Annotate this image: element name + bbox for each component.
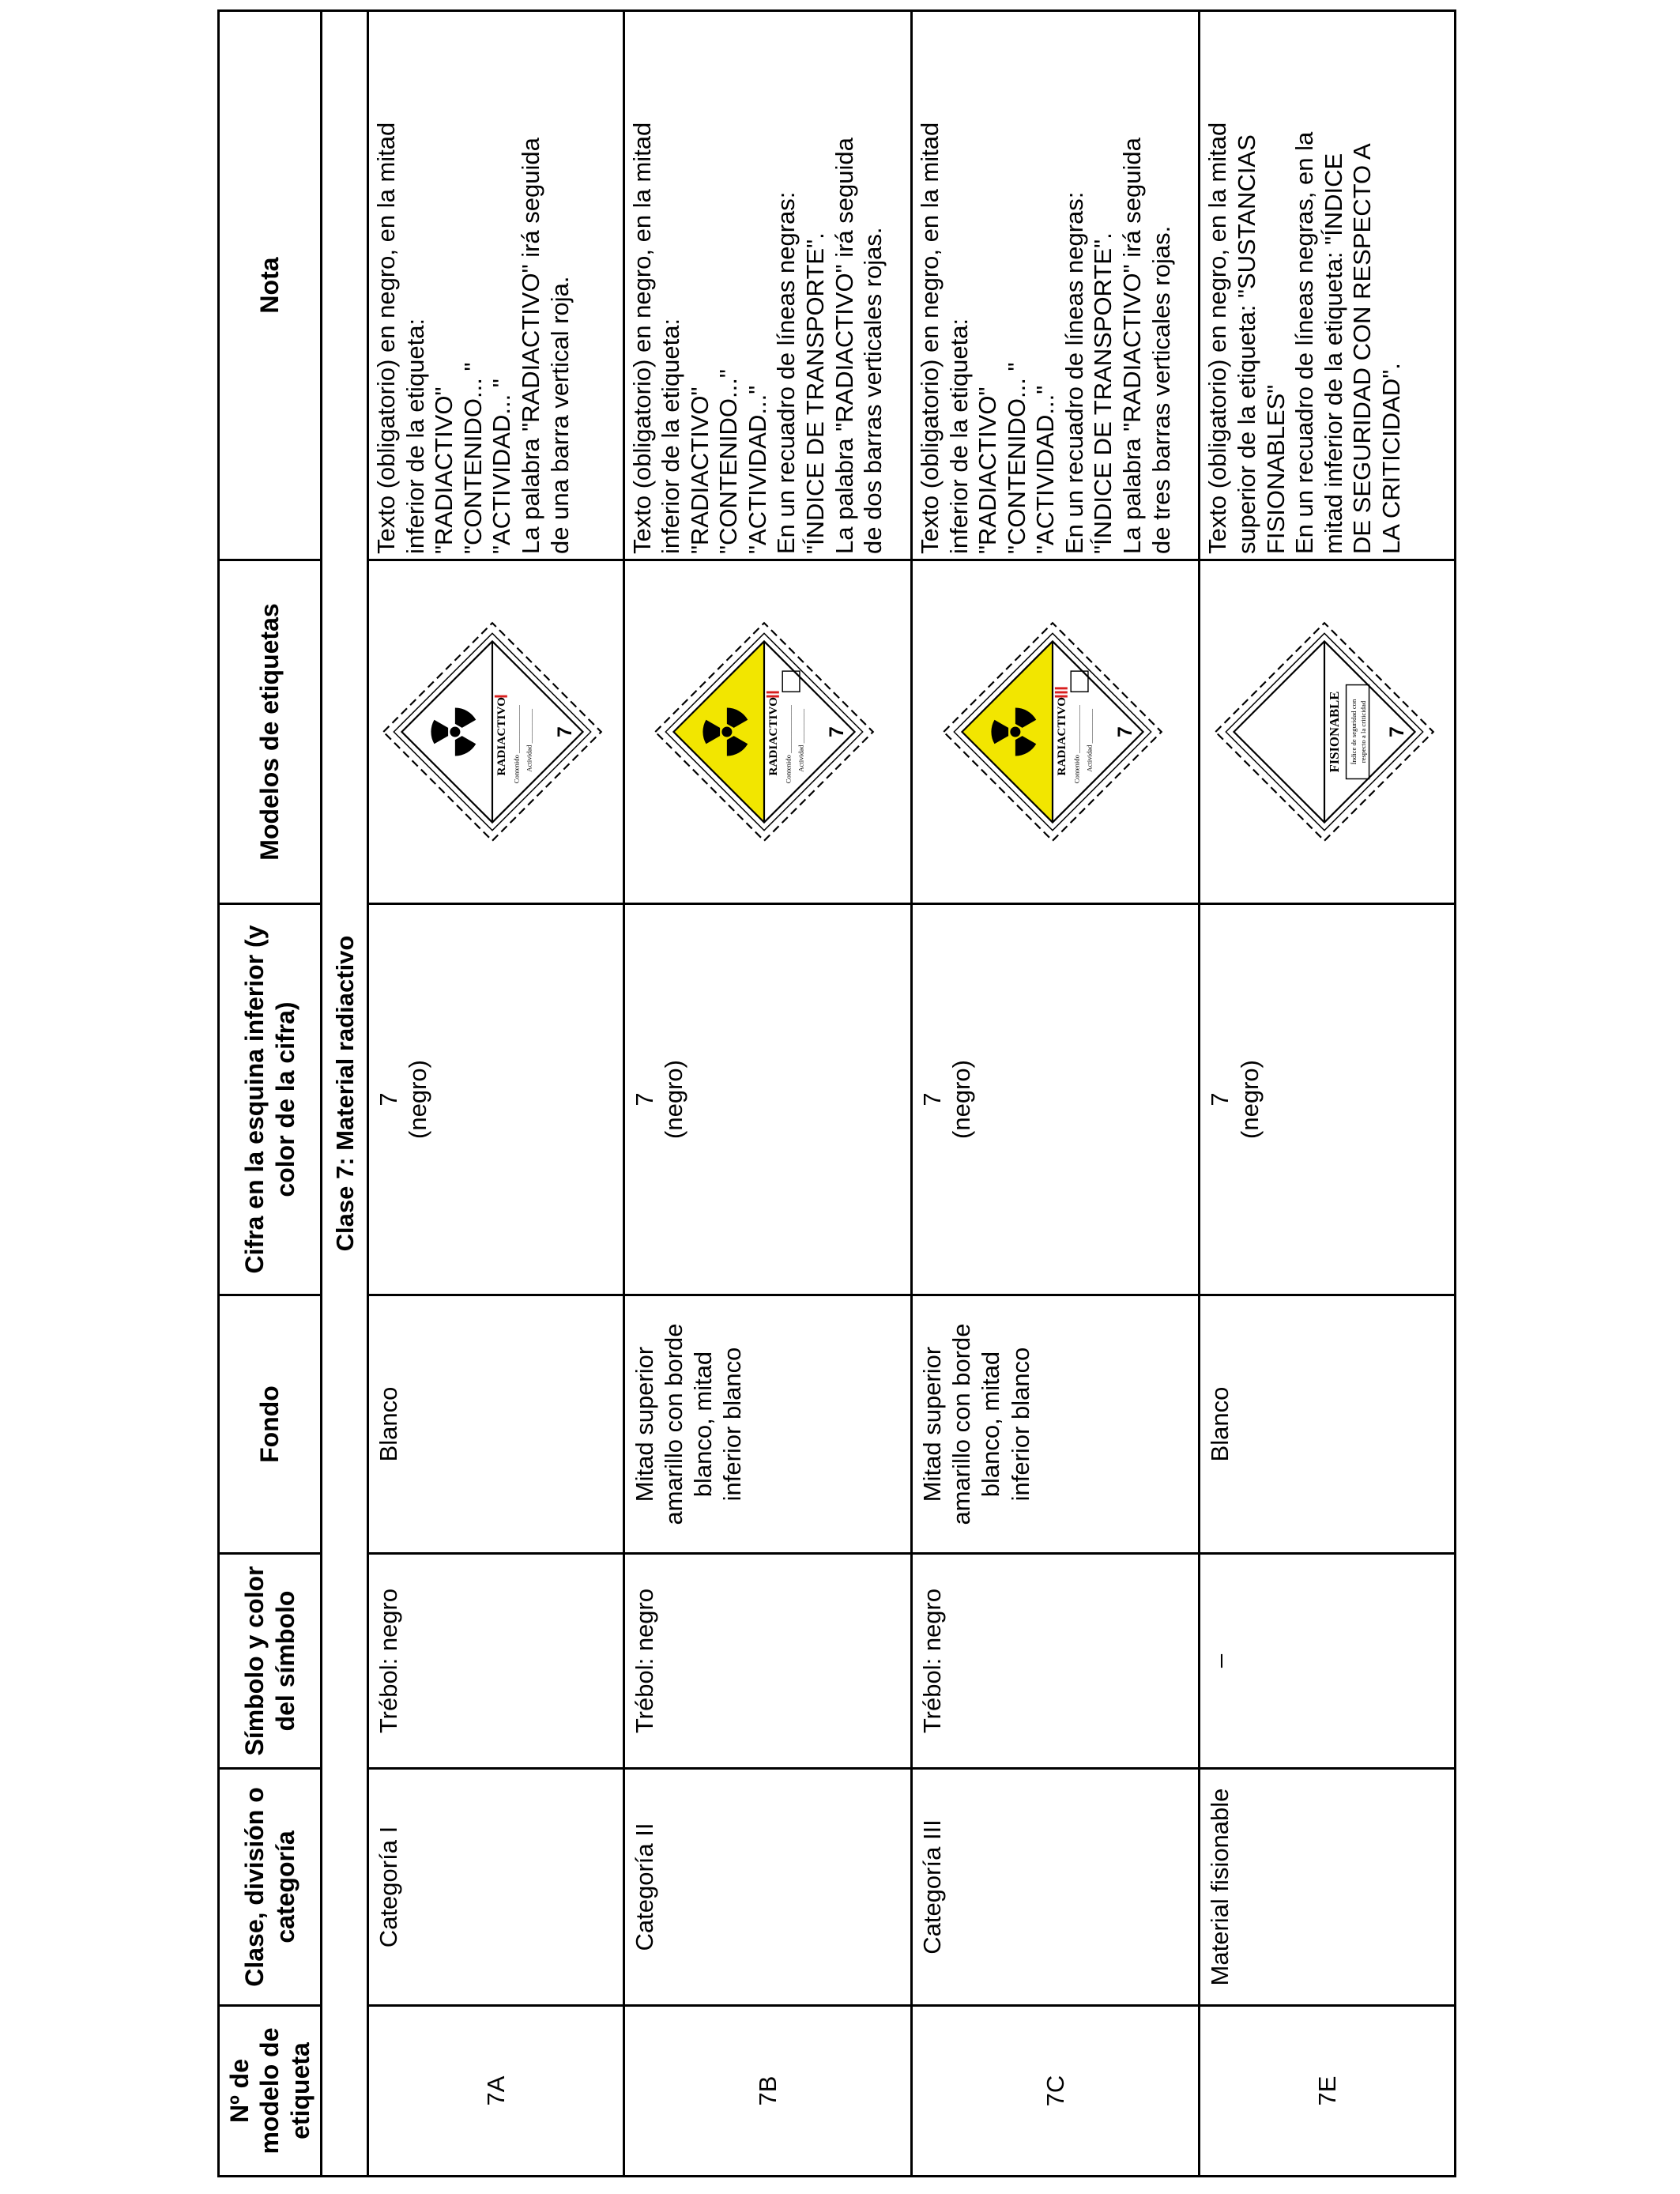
note-line: de tres barras verticales rojas. [1147,225,1175,554]
figure-color: (negro) [947,1060,976,1139]
background-line: blanco, mitad [977,1351,1005,1498]
label-class-digit: 7 [827,726,849,737]
note-line: inferior de la etiqueta: [944,318,973,554]
background-line: inferior blanco [718,1347,747,1502]
label-model-cell [912,560,1200,904]
label-content-line: Contenido ______________ [512,705,521,784]
note-line: Texto (obligatorio) en negro, en la mitad [1203,122,1232,554]
note-line: "ACTIVIDAD... " [488,379,516,554]
note-line: Texto (obligatorio) en negro, en la mitad [627,122,656,554]
label-table [217,9,1456,2177]
class-heading-row [322,11,368,2177]
note-line: En un recuadro de líneas negras, en la [1290,131,1319,554]
figure-color: (negro) [404,1060,432,1139]
figure-cell [623,904,911,1295]
header-note: Nota [219,11,322,560]
symbol-cell [368,1554,624,1769]
header-model-no: Nº de modelo de etiqueta [219,2006,322,2177]
class-division: Categoría I [375,1826,403,1948]
label-title: RADIACTIVO [495,697,509,776]
red-bar [1055,696,1068,698]
figure-color: (negro) [1235,1060,1264,1139]
note-line: En un recuadro de líneas negras: [772,191,800,554]
red-bar [1055,692,1068,694]
symbol-color: Trébol: negro [630,1588,658,1734]
class-division-cell [368,1769,624,2006]
note-cell [1200,11,1456,560]
hazard-label-7C [938,617,1167,846]
header-class-division: Clase, división o categoría [219,1769,322,2006]
note-line: "RADIACTIVO" [974,386,1002,554]
label-class-digit: 7 [1114,726,1136,737]
symbol-cell [1200,1554,1456,1769]
class-division-cell [912,1769,1200,2006]
red-bar [767,692,779,694]
model-number: 7E [1313,2075,1342,2106]
label-model-cell [1200,560,1456,904]
class-division: Material fisionable [1206,1788,1234,1986]
red-bar [495,696,507,698]
model-number: 7B [753,2075,782,2106]
symbol-color: Trébol: negro [918,1588,947,1734]
hazard-label-7A [378,617,607,846]
symbol-color: – [1206,1653,1234,1668]
note-line: inferior de la etiqueta: [657,318,685,554]
figure-number: 7 [630,1092,658,1106]
header-figure: Cifra en la esquina inferior (y color de la cifra) [219,904,322,1295]
rotated-page [217,12,1456,2177]
note-line: mitad inferior de la etiqueta: "ÍNDICE [1319,153,1347,554]
class-heading: Clase 7: Material radiactivo [322,11,368,2177]
model-number-cell [368,2006,624,2177]
label-content-line: Contenido ______________ [784,705,793,784]
note-line: DE SEGURIDAD CON RESPECTO A [1348,143,1377,554]
note-line: LA CRITICIDAD". [1377,363,1405,554]
note-line: inferior de la etiqueta: [401,318,429,554]
note-line: "ÍNDICE DE TRANSPORTE". [1089,232,1117,554]
background-cell [912,1295,1200,1554]
note-line: La palabra "RADIACTIVO" irá seguida [516,138,544,554]
symbol-color: Trébol: negro [375,1588,403,1734]
table-row [368,11,624,2177]
note-line: En un recuadro de líneas negras: [1060,191,1088,554]
hazard-label-7B [650,617,879,846]
model-number: 7A [481,2075,510,2106]
label-index-line-2: respecto a la criticidad [1358,700,1367,763]
note-line: de dos barras verticales rojas. [859,227,887,554]
label-title: RADIACTIVO [767,697,781,776]
model-number-cell [1200,2006,1456,2177]
note-line: "CONTENIDO..." [714,369,743,554]
label-model-cell [368,560,624,904]
note-line: FISIONABLES" [1261,384,1290,554]
figure-color: (negro) [659,1060,687,1139]
note-line: La palabra "RADIACTIVO" irá seguida [1118,138,1147,554]
background-line: amarillo con borde [659,1323,687,1525]
figure-number: 7 [1206,1092,1234,1106]
note-line: La palabra "RADIACTIVO" irá seguida [830,138,858,554]
note-cell [368,11,624,560]
background-cell [1200,1295,1456,1554]
red-bar [767,696,779,698]
header-background: Fondo [219,1295,322,1554]
model-number-cell [623,2006,911,2177]
table-row [912,11,1200,2177]
label-title: FISIONABLE [1326,691,1342,773]
figure-number: 7 [918,1092,947,1106]
red-bar [1055,687,1068,689]
note-cell [912,11,1200,560]
hazard-label-7E [1210,617,1439,846]
note-line: "RADIACTIVO" [430,386,458,554]
header-row [219,11,322,2177]
note-line: "ÍNDICE DE TRANSPORTE". [801,232,830,554]
note-line: "CONTENIDO... " [1002,362,1030,554]
note-line: Texto (obligatorio) en negro, en la mitad [916,122,944,554]
label-activity-line: Actividad __________ [1084,708,1093,772]
figure-number: 7 [375,1092,403,1106]
symbol-cell [912,1554,1200,1769]
model-number-cell [912,2006,1200,2177]
label-class-digit: 7 [555,726,577,737]
background-cell [623,1295,911,1554]
background-line: Mitad superior [918,1346,947,1502]
background-line: inferior blanco [1006,1347,1034,1502]
note-line: "ACTIVIDAD..." [1031,385,1060,554]
note-line: Texto (obligatorio) en negro, en la mitad [372,122,401,554]
background-line: Blanco [375,1386,403,1462]
background-cell [368,1295,624,1554]
background-line: blanco, mitad [688,1351,717,1498]
class-division-cell [1200,1769,1456,2006]
note-line: superior de la etiqueta: "SUSTANCIAS [1233,134,1261,554]
class-division: Categoría II [630,1823,658,1951]
model-number: 7C [1042,2075,1070,2107]
label-title: RADIACTIVO [1054,697,1068,776]
figure-cell [368,904,624,1295]
note-cell [623,11,911,560]
note-line: de una barra vertical roja. [545,276,574,554]
symbol-cell [623,1554,911,1769]
header-label-models: Modelos de etiquetas [219,560,322,904]
table-row [623,11,911,2177]
note-line: "ACTIVIDAD..." [743,385,771,554]
table-row [1200,11,1456,2177]
background-line: amarillo con borde [947,1323,976,1525]
label-activity-line: Actividad __________ [525,708,533,772]
label-activity-line: Actividad __________ [797,708,805,772]
note-line: "CONTENIDO... " [458,362,487,554]
background-line: Mitad superior [630,1346,658,1502]
label-index-line-1: Índice de seguridad con [1349,699,1358,765]
label-model-cell [623,560,911,904]
label-content-line: Contenido ______________ [1072,705,1080,784]
figure-cell [1200,904,1456,1295]
header-symbol: Símbolo y color del símbolo [219,1554,322,1769]
label-class-digit: 7 [1386,726,1408,737]
class-division-cell [623,1769,911,2006]
note-line: "RADIACTIVO" [685,386,714,554]
background-line: Blanco [1206,1386,1234,1462]
figure-cell [912,904,1200,1295]
class-division: Categoría III [918,1819,947,1955]
